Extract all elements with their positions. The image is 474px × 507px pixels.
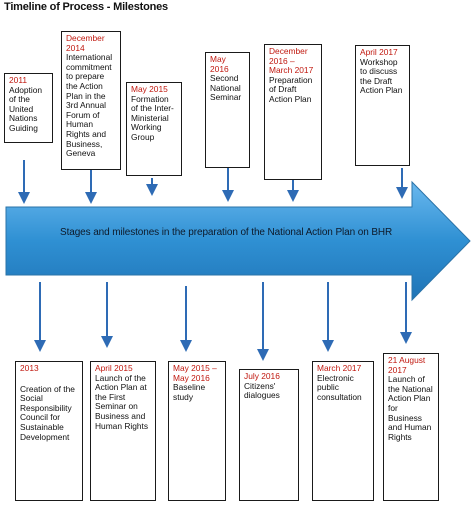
milestone-top-5 bbox=[264, 44, 322, 180]
milestone-date: December 2014 bbox=[66, 33, 105, 53]
milestone-date: 2011 bbox=[9, 75, 28, 85]
main-timeline-arrow bbox=[6, 182, 470, 300]
milestone-date: March 2017 bbox=[317, 363, 362, 373]
milestone-text: Workshop to discuss the Draft Action Plan bbox=[360, 56, 403, 96]
milestone-text: International commitment to prepare the Action Plan in the 3rd Annual Forum of Human Rights and Business, Geneva bbox=[66, 52, 113, 159]
milestone-date: 21 August 2017 bbox=[388, 355, 426, 375]
milestone-bottom-1 bbox=[15, 361, 83, 501]
milestone-date: 2013 bbox=[20, 363, 39, 373]
milestone-top-2 bbox=[61, 31, 121, 170]
main-arrow-label: Stages and milestones in the preparation of the National Action Plan on BHR bbox=[60, 227, 393, 238]
milestone-top-3 bbox=[126, 82, 182, 176]
milestone-text: Citizens' dialogues bbox=[244, 380, 280, 401]
milestone-date: May 2016 bbox=[210, 54, 229, 74]
milestone-top-1 bbox=[4, 73, 53, 143]
milestone-bottom-4 bbox=[239, 369, 299, 501]
milestone-top-6 bbox=[355, 45, 410, 166]
milestone-date: May 2015 bbox=[131, 84, 168, 94]
milestone-text: Preparation of Draft Action Plan bbox=[269, 74, 313, 104]
milestone-text: Second National Seminar bbox=[210, 73, 242, 103]
milestone-date: April 2017 bbox=[360, 47, 398, 57]
milestone-date: July 2016 bbox=[244, 371, 280, 381]
milestone-text: Adoption of the United Nations Guiding bbox=[9, 84, 43, 133]
milestone-bottom-2 bbox=[90, 361, 156, 501]
milestone-top-4 bbox=[205, 52, 250, 168]
milestone-date: April 2015 bbox=[95, 363, 133, 373]
milestone-bottom-3 bbox=[168, 361, 226, 501]
milestone-text: Launch of the Action Plan at the First Seminar on Business and Human Rights bbox=[95, 372, 149, 431]
milestone-bottom-5 bbox=[312, 361, 374, 501]
milestone-date: December 2016 – March 2017 bbox=[269, 46, 314, 76]
milestone-text: Creation of the Social Responsibility Council for Sustainable Development bbox=[20, 383, 75, 442]
milestone-text: Launch of the National Action Plan for Business and Human Rights bbox=[388, 374, 433, 442]
milestone-text: Baseline study bbox=[173, 382, 206, 402]
diagram-title: Timeline of Process - Milestones bbox=[4, 1, 168, 13]
milestone-bottom-6 bbox=[383, 353, 439, 501]
milestone-text: Electronic public consultation bbox=[317, 372, 362, 402]
milestone-date: May 2015 – May 2016 bbox=[173, 363, 217, 383]
milestone-text: Formation of the Inter-Ministerial Working Group bbox=[131, 93, 174, 142]
